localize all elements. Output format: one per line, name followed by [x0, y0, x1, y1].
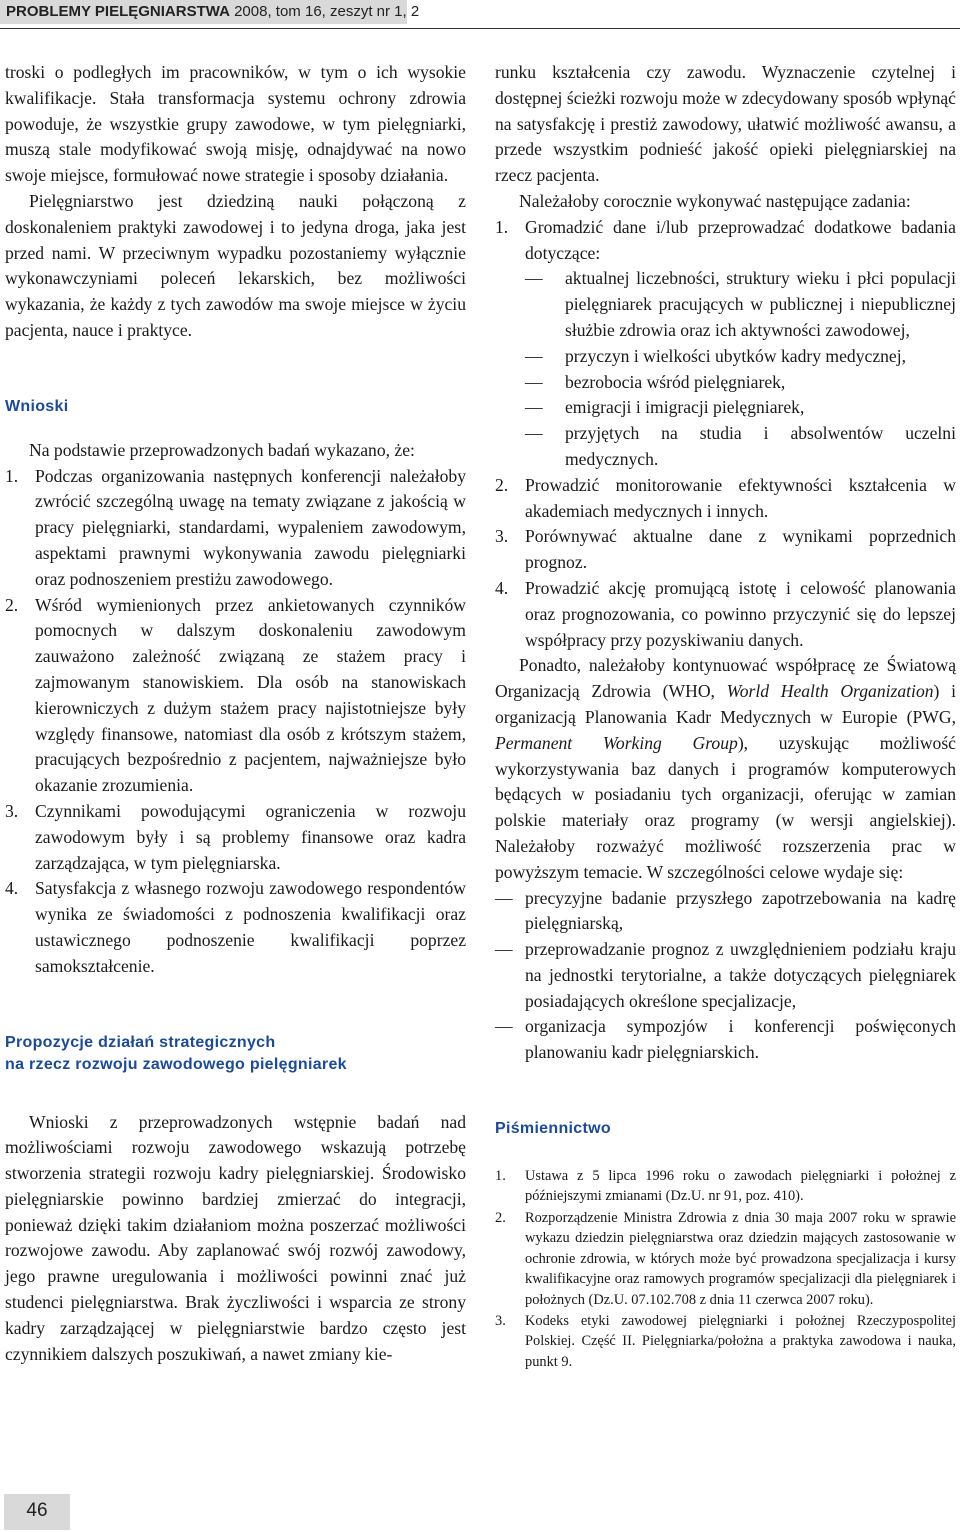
tasks-list: [495, 215, 956, 654]
running-header: [0, 0, 960, 34]
item-text: Czynnikami powodującymi ograniczenia w rozwoju zawodowym były i są problemy finansowe oraz kadra zarządzająca, w tym pielęgniarska.: [35, 800, 466, 873]
item-text: przyczyn i wielkości ubytków kadry medycznej,: [565, 345, 907, 366]
item-number: 3.: [495, 1312, 506, 1329]
item-number: 3.: [495, 526, 509, 547]
list-item: [495, 524, 956, 576]
header-rule: [0, 28, 960, 29]
page-number: 46: [26, 1500, 48, 1521]
item-text: Satysfakcja z własnego rozwoju zawodowego respondentów wynika ze świadomości z podnoszenia kwalifikacji oraz ustawicznego podnoszenie kwalifikacji poprzez samokształcenie.: [35, 878, 466, 976]
paragraph: Pielęgniarstwo jest dziedziną nauki połączoną z doskonaleniem praktyki zawodowej i to jedyna droga, jaka jest przed nami. W przeciwnym wypadku pozostaniemy wyłącznie wykonawczyniami poleceń lekarskich, bez możliwości wykazania, że każdy z tych zawodów ma swoje miejsce w życiu pacjenta, nauce i praktyce.: [5, 190, 466, 340]
dash-item: [525, 344, 956, 370]
item-number: 3.: [5, 800, 19, 821]
item-text: Prowadzić monitorowanie efektywności kształcenia w akademiach medycznych i innych.: [525, 474, 956, 521]
dash-mark: —: [525, 371, 543, 392]
item-number: 4.: [5, 878, 19, 899]
item-text: Porównywać aktualne dane z wynikami poprzednich prognoz.: [525, 526, 956, 573]
dash-mark: —: [525, 397, 543, 418]
reference-item: [495, 1208, 956, 1310]
left-column: [5, 60, 466, 1367]
item-text: Kodeks etyki zawodowej pielęgniarki i położnej Rzeczypospolitej Polskiej. Część II. Pielęgniarka/położna a praktyka zawodowa i nauka, punkt 9.: [525, 1312, 956, 1370]
item-number: 2.: [495, 474, 509, 495]
text-run: ) i organizacją Planowania Kadr Medycznych w Europie (PWG,: [495, 681, 957, 727]
item-text: Podczas organizowania następnych konferencji należałoby zwrócić szczególną uwagę na tematy związane z jakością w pracy pielęgniarki, standardami, wypaleniem zawodowym, aspektami prawnymi wykonywania zawodu pielęgniarki oraz podnoszeniem prestiżu zawodowego.: [35, 465, 466, 589]
dash-item: [525, 421, 956, 473]
item-text: Prowadzić akcję promującą istotę i celowość planowania oraz prognozowania, co powinno przyczynić się do lepszej współpracy przy pozyskiwaniu danych.: [525, 577, 956, 650]
dash-item: [525, 266, 956, 343]
dash-mark: —: [495, 1016, 513, 1037]
dash-item: [495, 1014, 956, 1066]
list-item: [5, 593, 466, 799]
heading-line: na rzecz rozwoju zawodowego pielęgniarek: [5, 1055, 347, 1073]
task1-sublist: [525, 266, 956, 472]
paragraph: runku kształcenia czy zawodu. Wyznaczenie czytelnej i dostępnej ścieżki rozwoju może w zdecydowany sposób wpłynąć na satysfakcję i prestiż zawodowy, ułatwić możliwość awansu, a przede wszystkim podnieść jakość opieki pielęgniarskiej na rzecz pacjenta.: [495, 62, 956, 186]
dash-item: [525, 370, 956, 396]
item-number: 2.: [5, 594, 19, 615]
heading-line: Propozycje działań strategicznych: [5, 1033, 276, 1051]
item-text: emigracji i imigracji pielęgniarek,: [565, 397, 805, 418]
wnioski-intro: Na podstawie przeprowadzonych badań wykazano, że:: [29, 439, 415, 460]
dash-item: [495, 937, 956, 1014]
item-text: Ustawa z 5 lipca 1996 roku o zawodach pielęgniarki i położnej z późniejszymi zmianami (Dz.U. nr 91, poz. 410).: [525, 1168, 956, 1205]
tasks-intro: Należałoby corocznie wykonywać następujące zadania:: [519, 190, 911, 211]
right-column: [495, 60, 956, 1373]
item-text: przeprowadzanie prognoz z uwzględnieniem podziału kraju na jednostki terytorialne, a także dotyczących pielęgniarek posiadających określone specjalizacje,: [525, 939, 956, 1011]
item-text: Wśród wymienionych przez ankietowanych czynników pomocnych w dalszym doskonaleniu zawodowym zauważono zależność związaną ze stażem pracy i zajmowanym stanowiskiem. Dla osób na stanowiskach kierowniczych z dużym stażem pracy najistotniejsze były względy finansowe, natomiast dla osób z krótszym stażem, pracujących bezpośrednio z pacjentem, najważniejsze było okazanie zrozumienia.: [35, 594, 466, 796]
item-text: przyjętych na studia i absolwentów uczelni medycznych.: [565, 423, 956, 469]
text-run-italic: Permanent Working Group: [495, 732, 738, 753]
dash-item: [495, 886, 956, 938]
text-run: Ponadto, należałoby kontynuować współpracę ze Światową Organizacją Zdrowia (WHO,: [495, 655, 956, 702]
dash-mark: —: [495, 939, 513, 960]
list-item: [495, 576, 956, 653]
list-item: [5, 799, 466, 876]
dash-mark: —: [495, 887, 513, 908]
references-list: [495, 1166, 956, 1372]
journal-title: PROBLEMY PIELĘGNIARSTWA: [6, 3, 230, 20]
item-number: 2.: [495, 1209, 506, 1226]
item-text: Gromadzić dane i/lub przeprowadzać dodatkowe badania dotyczące:: [525, 216, 956, 263]
dash-mark: —: [525, 345, 543, 366]
section-heading-wnioski: Wnioski: [5, 397, 69, 415]
item-number: 1.: [5, 465, 19, 486]
section-heading-propozycje: [5, 1032, 466, 1076]
list-item: [5, 876, 466, 979]
dash-list: [495, 886, 956, 1067]
list-item: [5, 464, 466, 593]
header-text: [6, 2, 419, 22]
text-run-italic: World Health Organization: [726, 681, 934, 702]
dash-mark: —: [525, 423, 543, 444]
list-item: [495, 215, 956, 473]
item-text: Rozporządzenie Ministra Zdrowia z dnia 30 maja 2007 roku w sprawie wykazu dziedzin pielęgniarstwa oraz dziedzin mających zastosowanie w ochronie zdrowia, w których może być prowadzona specjalizacja i kursy kwalifikacyjne oraz ramowych programów specjalizacji dla pielęgniarek i położnych (Dz.U. 07.102.708 z dnia 11 czerwca 2007 roku).: [525, 1209, 956, 1308]
section-heading-references: Piśmiennictwo: [495, 1120, 611, 1138]
item-text: precyzyjne badanie przyszłego zapotrzebowania na kadrę pielęgniarską,: [525, 887, 956, 934]
item-text: aktualnej liczebności, struktury wieku i płci populacji pielęgniarek pracujących w publicznej i niepublicznej służbie zdrowia oraz ich aktywności zawodowej,: [565, 268, 956, 340]
reference-item: [495, 1311, 956, 1372]
item-number: 1.: [495, 216, 509, 237]
reference-item: [495, 1166, 956, 1207]
paragraph: [495, 653, 956, 885]
list-item: [495, 473, 956, 525]
dash-mark: —: [525, 268, 543, 289]
dash-item: [525, 395, 956, 421]
issue-info: 2008, tom 16, zeszyt nr 1, 2: [234, 3, 420, 20]
text-run: ), uzyskując możliwość wykorzystywania baz danych i programów komputerowych będących w posiadaniu tych organizacji, oferując w zamian polskie materiały oraz programy (w wersji angielskiej). Należałoby rozważyć możliwość rozszerzenia prac w powyższym temacie. W szczególności celowe wydaje się:: [495, 732, 956, 882]
paragraph: Wnioski z przeprowadzonych wstępnie badań nad możliwościami rozwoju zawodowego wskazują potrzebę stworzenia strategii rozwoju kadry pielęgniarskiej. Środowisko pielęgniarskie powinno bardziej zmierzać do integracji, ponieważ dzięki takim działaniom można poszerzać możliwości rozwojowe zawodu. Aby zaplanować swój rozwój zawodowy, jego prawne uregulowania i możliwości powinni znać już studenci pielęgniarstwa. Brak życzliwości i wsparcia ze strony kadry zarządzającej w pielęgniarstwie bardzo często jest czynnikiem dalszych poszukiwań, a nawet zmiany kie-: [5, 1111, 466, 1364]
page-number-box: [4, 1494, 70, 1530]
item-text: bezrobocia wśród pielęgniarek,: [565, 371, 786, 392]
paragraph: troski o podległych im pracowników, w tym o ich wysokie kwalifikacje. Stała transformacja systemu ochrony zdrowia powoduje, że wszystkie grupy zawodowe, w tym pielęgniarki, muszą stale modyfikować swoją misję, odnajdywać na nowo swoje miejsce, formułować nowe strategie i sposoby działania.: [5, 62, 466, 186]
item-text: organizacja sympozjów i konferencji poświęconych planowaniu kadr pielęgniarskich.: [525, 1016, 956, 1063]
item-number: 1.: [495, 1168, 506, 1185]
wnioski-list: [5, 464, 466, 980]
item-number: 4.: [495, 577, 509, 598]
